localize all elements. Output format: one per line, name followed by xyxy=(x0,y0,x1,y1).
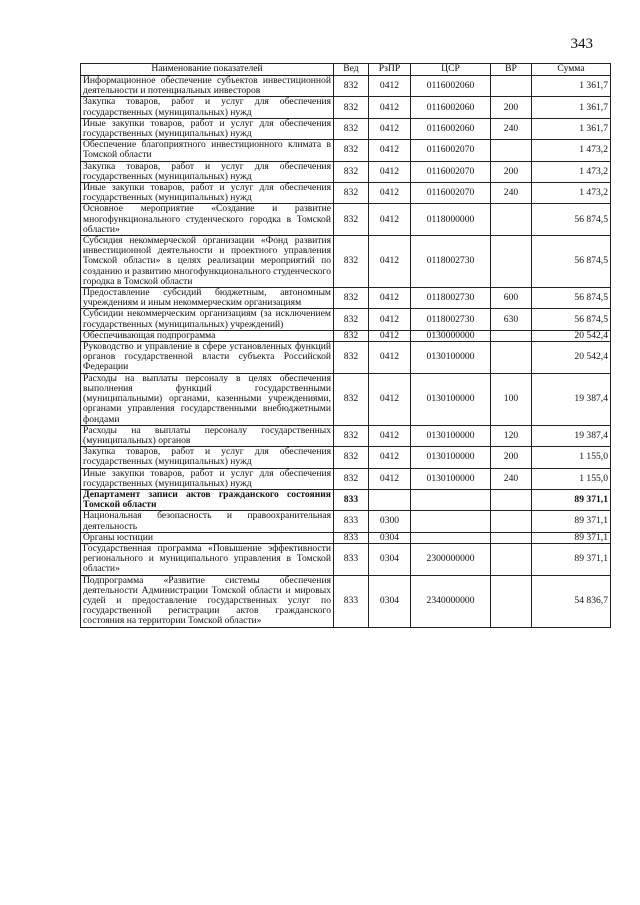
cell-ved: 832 xyxy=(334,236,369,288)
cell-ved: 832 xyxy=(334,447,369,468)
cell-rzpr: 0412 xyxy=(369,118,411,139)
cell-rzpr: 0412 xyxy=(369,330,411,341)
cell-sum: 89 371,1 xyxy=(532,532,611,543)
cell-sum: 89 371,1 xyxy=(532,543,611,575)
header-vr: ВР xyxy=(491,64,532,76)
table-body xyxy=(81,76,611,628)
table-row xyxy=(81,342,611,374)
cell-vr: 120 xyxy=(491,425,532,446)
table-row xyxy=(81,183,611,204)
cell-ved: 832 xyxy=(334,204,369,236)
cell-vr: 240 xyxy=(491,183,532,204)
cell-sum: 56 874,5 xyxy=(532,236,611,288)
cell-csr: 0130100000 xyxy=(411,447,491,468)
page-number: 343 xyxy=(570,36,593,52)
cell-vr xyxy=(491,342,532,374)
cell-rzpr: 0412 xyxy=(369,447,411,468)
cell-csr: 0130100000 xyxy=(411,425,491,446)
cell-name: Закупка товаров, работ и услуг для обеспечения государственных (муниципальных) нужд xyxy=(81,97,334,118)
cell-csr: 0116002060 xyxy=(411,76,491,97)
cell-vr xyxy=(491,76,532,97)
cell-sum: 20 542,4 xyxy=(532,330,611,341)
cell-ved: 833 xyxy=(334,532,369,543)
cell-csr: 0118002730 xyxy=(411,236,491,288)
cell-ved: 832 xyxy=(334,425,369,446)
cell-vr: 240 xyxy=(491,468,532,489)
cell-ved: 832 xyxy=(334,330,369,341)
cell-vr: 600 xyxy=(491,288,532,309)
cell-rzpr: 0304 xyxy=(369,532,411,543)
cell-sum: 1 361,7 xyxy=(532,118,611,139)
cell-vr: 200 xyxy=(491,161,532,182)
cell-rzpr: 0412 xyxy=(369,236,411,288)
header-ved: Вед xyxy=(334,64,369,76)
table-row xyxy=(81,447,611,468)
cell-csr xyxy=(411,489,491,510)
cell-vr: 630 xyxy=(491,309,532,330)
cell-ved: 832 xyxy=(334,342,369,374)
cell-sum: 54 836,7 xyxy=(532,575,611,627)
cell-name: Обеспечение благоприятного инвестиционного климата в Томской области xyxy=(81,140,334,161)
cell-vr: 100 xyxy=(491,373,532,425)
table-row xyxy=(81,489,611,510)
cell-rzpr: 0412 xyxy=(369,76,411,97)
cell-vr xyxy=(491,140,532,161)
cell-vr: 240 xyxy=(491,118,532,139)
cell-csr: 0130100000 xyxy=(411,342,491,374)
table-row xyxy=(81,425,611,446)
table-row xyxy=(81,140,611,161)
cell-rzpr: 0412 xyxy=(369,468,411,489)
cell-ved: 833 xyxy=(334,511,369,532)
table-row xyxy=(81,468,611,489)
cell-csr: 2340000000 xyxy=(411,575,491,627)
cell-csr: 0116002070 xyxy=(411,183,491,204)
cell-sum: 20 542,4 xyxy=(532,342,611,374)
table-row xyxy=(81,236,611,288)
cell-ved: 832 xyxy=(334,309,369,330)
cell-sum: 1 473,2 xyxy=(532,161,611,182)
cell-name: Национальная безопасность и правоохранительная деятельность xyxy=(81,511,334,532)
table-row xyxy=(81,532,611,543)
cell-vr xyxy=(491,236,532,288)
cell-sum: 1 155,0 xyxy=(532,468,611,489)
cell-name: Государственная программа «Повышение эффективности регионального и муниципального управления в Томской области» xyxy=(81,543,334,575)
cell-csr: 0118002730 xyxy=(411,309,491,330)
cell-sum: 56 874,5 xyxy=(532,309,611,330)
cell-vr: 200 xyxy=(491,447,532,468)
cell-vr: 200 xyxy=(491,97,532,118)
header-csr: ЦСР xyxy=(411,64,491,76)
cell-sum: 89 371,1 xyxy=(532,511,611,532)
cell-ved: 833 xyxy=(334,575,369,627)
cell-rzpr: 0304 xyxy=(369,575,411,627)
cell-csr: 2300000000 xyxy=(411,543,491,575)
cell-name: Руководство и управление в сфере установленных функций органов государственной власти субъекта Российской Федерации xyxy=(81,342,334,374)
table-row xyxy=(81,511,611,532)
cell-rzpr: 0412 xyxy=(369,183,411,204)
cell-sum: 56 874,5 xyxy=(532,204,611,236)
cell-rzpr xyxy=(369,489,411,510)
cell-sum: 89 371,1 xyxy=(532,489,611,510)
cell-vr xyxy=(491,511,532,532)
table-row xyxy=(81,76,611,97)
cell-csr: 0130100000 xyxy=(411,468,491,489)
table-row xyxy=(81,373,611,425)
cell-sum: 56 874,5 xyxy=(532,288,611,309)
cell-name: Закупка товаров, работ и услуг для обеспечения государственных (муниципальных) нужд xyxy=(81,161,334,182)
cell-vr xyxy=(491,489,532,510)
cell-name: Иные закупки товаров, работ и услуг для обеспечения государственных (муниципальных) нужд xyxy=(81,183,334,204)
cell-ved: 832 xyxy=(334,373,369,425)
cell-name: Подпрограмма «Развитие системы обеспечения деятельности Администрации Томской области и мировых судей и предоставление государственных услуг по государственной регистрации актов гражданского состояния на территории Томской области» xyxy=(81,575,334,627)
cell-ved: 832 xyxy=(334,161,369,182)
cell-sum: 1 361,7 xyxy=(532,76,611,97)
cell-csr: 0118000000 xyxy=(411,204,491,236)
cell-rzpr: 0412 xyxy=(369,309,411,330)
cell-ved: 832 xyxy=(334,140,369,161)
cell-ved: 832 xyxy=(334,183,369,204)
cell-ved: 832 xyxy=(334,468,369,489)
cell-name: Расходы на выплаты персоналу в целях обеспечения выполнения функций государственными (муниципальными) органами, казенными учреждениями, органами управления государственными внебюджетными фондами xyxy=(81,373,334,425)
cell-csr: 0130100000 xyxy=(411,373,491,425)
cell-csr: 0116002060 xyxy=(411,97,491,118)
cell-name: Субсидия некоммерческой организации «Фонд развития инвестиционной деятельности и проектного управления Томской области» в целях реализации мероприятий по созданию и развитию многофункционального студенческого городка в Томской области xyxy=(81,236,334,288)
budget-table xyxy=(80,63,611,628)
cell-name: Расходы на выплаты персоналу государственных (муниципальных) органов xyxy=(81,425,334,446)
cell-vr xyxy=(491,532,532,543)
cell-ved: 833 xyxy=(334,489,369,510)
table-row xyxy=(81,97,611,118)
cell-rzpr: 0412 xyxy=(369,425,411,446)
cell-vr xyxy=(491,575,532,627)
cell-sum: 1 155,0 xyxy=(532,447,611,468)
table-row xyxy=(81,330,611,341)
cell-rzpr: 0412 xyxy=(369,97,411,118)
table-row xyxy=(81,118,611,139)
table-row xyxy=(81,575,611,627)
cell-csr: 0130000000 xyxy=(411,330,491,341)
cell-vr xyxy=(491,204,532,236)
cell-csr: 0116002070 xyxy=(411,161,491,182)
cell-vr xyxy=(491,543,532,575)
cell-rzpr: 0412 xyxy=(369,342,411,374)
cell-rzpr: 0412 xyxy=(369,161,411,182)
cell-name: Обеспечивающая подпрограмма xyxy=(81,330,334,341)
cell-rzpr: 0412 xyxy=(369,288,411,309)
table-row xyxy=(81,288,611,309)
cell-name: Информационное обеспечение субъектов инвестиционной деятельности и потенциальных инвесторов xyxy=(81,76,334,97)
cell-name: Иные закупки товаров, работ и услуг для обеспечения государственных (муниципальных) нужд xyxy=(81,118,334,139)
cell-name: Департамент записи актов гражданского состояния Томской области xyxy=(81,489,334,510)
cell-csr: 0116002060 xyxy=(411,118,491,139)
header-name: Наименование показателей xyxy=(81,64,334,76)
header-rzpr: РзПР xyxy=(369,64,411,76)
cell-csr xyxy=(411,532,491,543)
table-row xyxy=(81,309,611,330)
cell-name: Субсидии некоммерческим организациям (за исключением государственных (муниципальных) учреждений) xyxy=(81,309,334,330)
cell-ved: 832 xyxy=(334,76,369,97)
cell-sum: 19 387,4 xyxy=(532,373,611,425)
table-row xyxy=(81,543,611,575)
cell-name: Иные закупки товаров, работ и услуг для обеспечения государственных (муниципальных) нужд xyxy=(81,468,334,489)
header-sum: Сумма xyxy=(532,64,611,76)
cell-csr: 0118002730 xyxy=(411,288,491,309)
cell-ved: 832 xyxy=(334,97,369,118)
cell-rzpr: 0412 xyxy=(369,204,411,236)
cell-name: Закупка товаров, работ и услуг для обеспечения государственных (муниципальных) нужд xyxy=(81,447,334,468)
cell-rzpr: 0412 xyxy=(369,140,411,161)
cell-rzpr: 0304 xyxy=(369,543,411,575)
cell-ved: 833 xyxy=(334,543,369,575)
cell-rzpr: 0300 xyxy=(369,511,411,532)
cell-csr: 0116002070 xyxy=(411,140,491,161)
table-row xyxy=(81,204,611,236)
cell-sum: 19 387,4 xyxy=(532,425,611,446)
table-row xyxy=(81,161,611,182)
cell-name: Органы юстиции xyxy=(81,532,334,543)
cell-csr xyxy=(411,511,491,532)
cell-vr xyxy=(491,330,532,341)
cell-ved: 832 xyxy=(334,118,369,139)
cell-name: Основное мероприятие «Создание и развитие многофункционального студенческого городка в Томской области» xyxy=(81,204,334,236)
cell-ved: 832 xyxy=(334,288,369,309)
cell-rzpr: 0412 xyxy=(369,373,411,425)
cell-name: Предоставление субсидий бюджетным, автономным учреждениям и иным некоммерческим организациям xyxy=(81,288,334,309)
table-header-row xyxy=(81,64,611,76)
cell-sum: 1 473,2 xyxy=(532,140,611,161)
cell-sum: 1 473,2 xyxy=(532,183,611,204)
cell-sum: 1 361,7 xyxy=(532,97,611,118)
